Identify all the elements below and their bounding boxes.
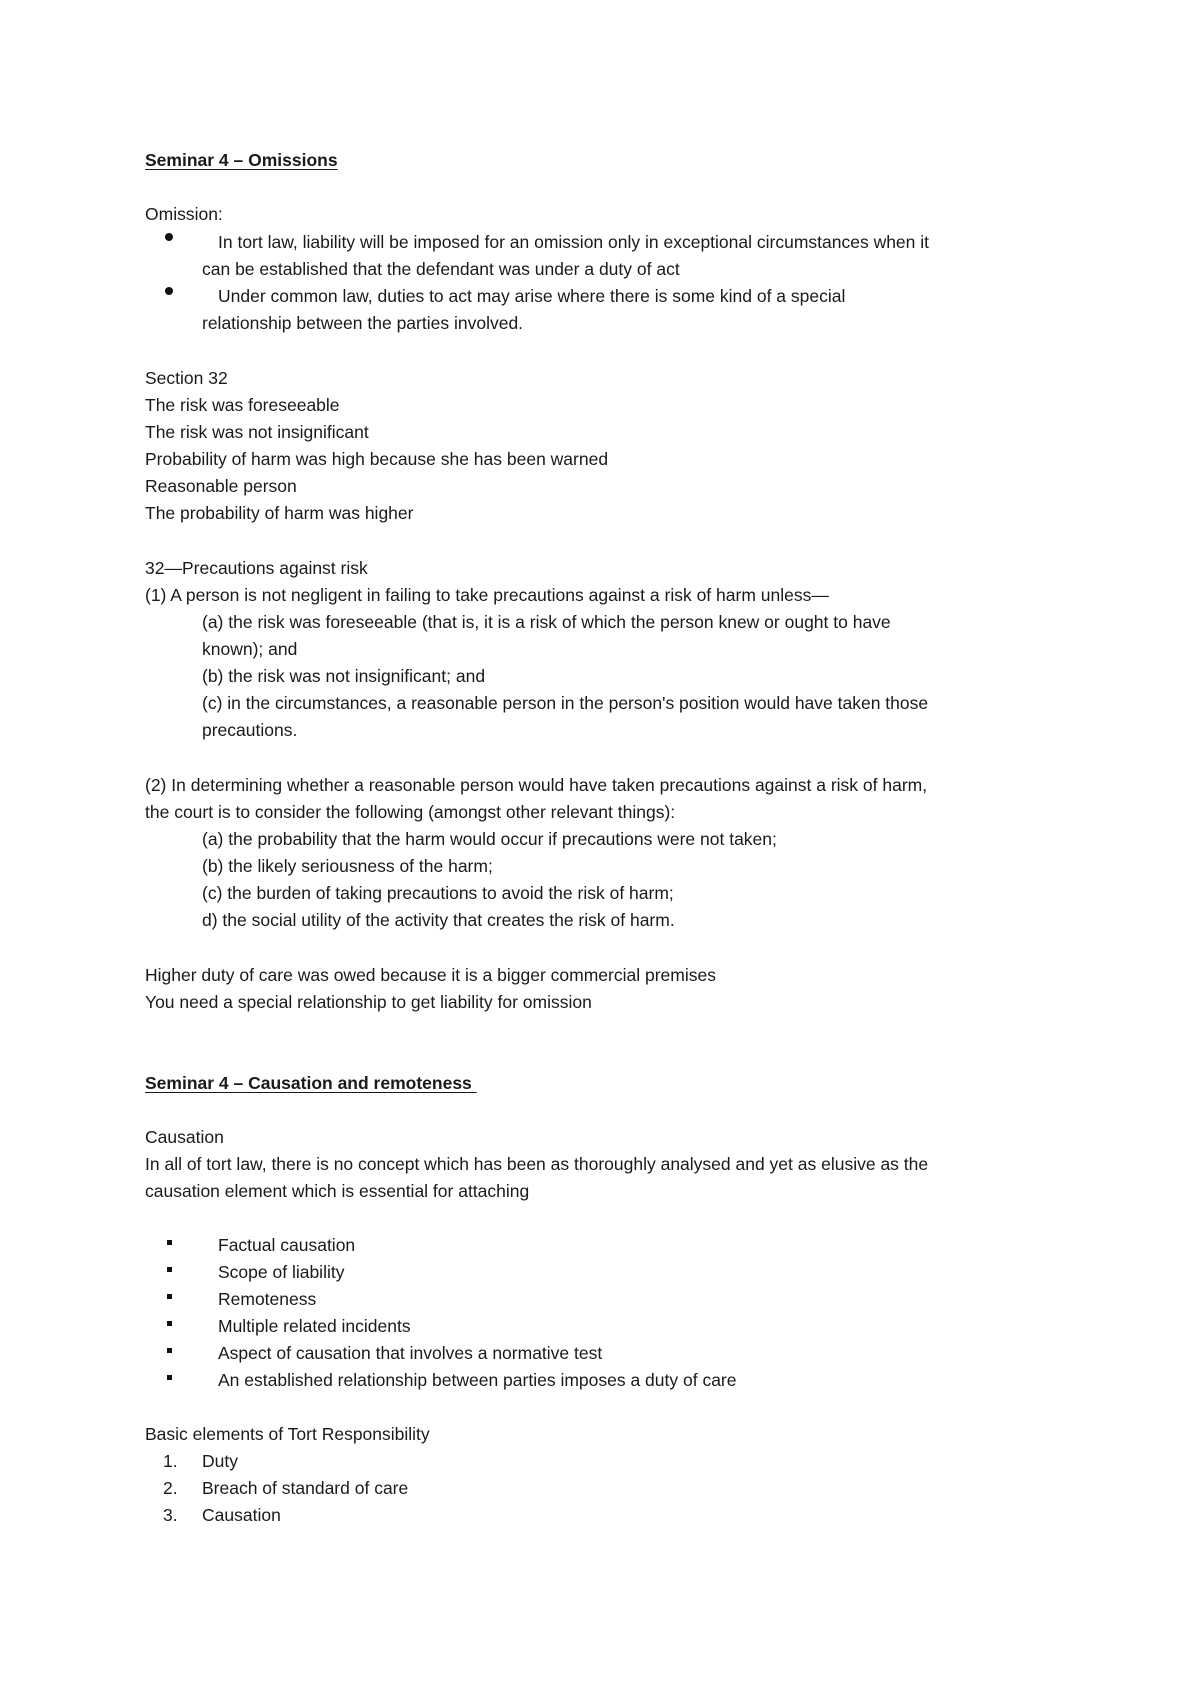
s32-1-item: known); and [202, 639, 298, 659]
square-bullet-icon [167, 1267, 172, 1272]
causation-bullet: Multiple related incidents [218, 1316, 411, 1336]
s32-1: (1) A person is not negligent in failing to take precautions against a risk of harm unless— [145, 585, 829, 605]
s32-title: 32—Precautions against risk [145, 558, 368, 578]
square-bullet-icon [167, 1294, 172, 1299]
square-bullet-icon [167, 1321, 172, 1326]
section-title: Section 32 [145, 368, 228, 388]
s32-1-item: (a) the risk was foreseeable (that is, it is a risk of which the person knew or ought to have [202, 612, 891, 632]
s32-2-item: (b) the likely seriousness of the harm; [202, 856, 493, 876]
causation-bullet: An established relationship between parties imposes a duty of care [218, 1370, 737, 1390]
element-item: Duty [202, 1451, 238, 1471]
causation-bullet: Scope of liability [218, 1262, 345, 1282]
bullet-line: can be established that the defendant was under a duty of act [202, 259, 680, 279]
element-item: Breach of standard of care [202, 1478, 409, 1498]
note-line: Higher duty of care was owed because it is a bigger commercial premises [145, 965, 716, 985]
square-bullet-icon [167, 1348, 172, 1353]
note-line: You need a special relationship to get liability for omission [145, 992, 592, 1012]
causation-bullet: Aspect of causation that involves a normative test [218, 1343, 603, 1363]
bullet-icon [165, 287, 173, 295]
s32-1-item: (b) the risk was not insignificant; and [202, 666, 486, 686]
s32-1-item: precautions. [202, 720, 298, 740]
list-number: 3. [163, 1505, 178, 1525]
intro-line: In all of tort law, there is no concept which has been as thoroughly analysed and yet as elusive as the [145, 1154, 929, 1174]
s32-2-item: (a) the probability that the harm would occur if precautions were not taken; [202, 829, 777, 849]
elements-title: Basic elements of Tort Responsibility [145, 1424, 430, 1444]
omission-label: Omission: [145, 204, 223, 224]
list-number: 2. [163, 1478, 178, 1498]
section-line: Reasonable person [145, 476, 297, 496]
section-line: The risk was not insignificant [145, 422, 369, 442]
causation-bullet: Remoteness [218, 1289, 317, 1309]
causation-label: Causation [145, 1127, 224, 1147]
element-item: Causation [202, 1505, 281, 1525]
square-bullet-icon [167, 1240, 172, 1245]
bullet-line: In tort law, liability will be imposed for an omission only in exceptional circumstances when it [218, 232, 930, 252]
s32-2: (2) In determining whether a reasonable person would have taken precautions against a risk of harm, [145, 775, 928, 795]
intro-line: causation element which is essential for attaching [145, 1181, 530, 1201]
s32-1-item: (c) in the circumstances, a reasonable person in the person's position would have taken those [202, 693, 929, 713]
section-line: The probability of harm was higher [145, 503, 414, 523]
heading-omissions: Seminar 4 – Omissions [145, 150, 338, 170]
list-number: 1. [163, 1451, 178, 1471]
section-line: Probability of harm was high because she has been warned [145, 449, 609, 469]
s32-2-item: d) the social utility of the activity that creates the risk of harm. [202, 910, 675, 930]
square-bullet-icon [167, 1375, 172, 1380]
section-line: The risk was foreseeable [145, 395, 340, 415]
bullet-line: Under common law, duties to act may arise where there is some kind of a special [218, 286, 846, 306]
bullet-line: relationship between the parties involved. [202, 313, 524, 333]
s32-2: the court is to consider the following (amongst other relevant things): [145, 802, 676, 822]
s32-2-item: (c) the burden of taking precautions to avoid the risk of harm; [202, 883, 674, 903]
bullet-icon [165, 233, 173, 241]
causation-bullet: Factual causation [218, 1235, 356, 1255]
heading-causation: Seminar 4 – Causation and remoteness [145, 1073, 477, 1093]
